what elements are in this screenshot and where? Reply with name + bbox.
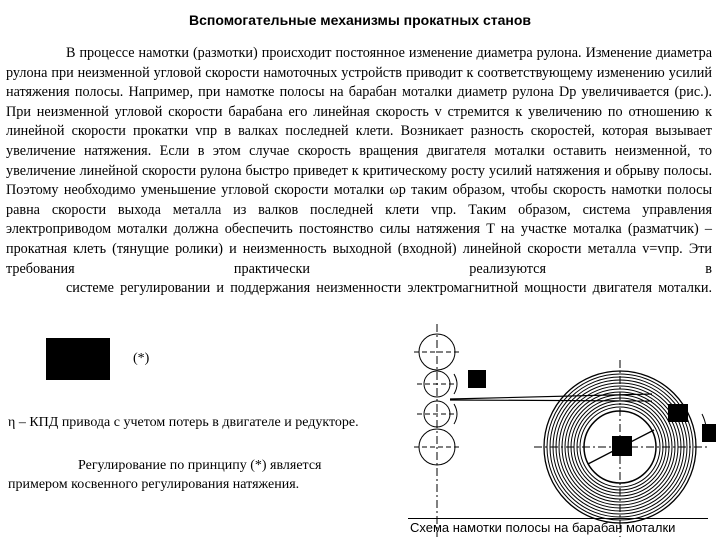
figure-caption: Схема намотки полосы на барабан моталки bbox=[410, 520, 676, 535]
paragraph-line: соответствующему изменению усилий натяжения полосы. Например, при намотке полосы на барабан bbox=[6, 64, 712, 101]
paragraph-line: полосы. Поэтому необходимо уменьшение угловой скорости моталки ωр таким образом, чтобы bbox=[6, 162, 713, 199]
rotation-arrow-icon bbox=[454, 374, 457, 394]
page-title: Вспомогательные механизмы прокатных станов bbox=[188, 12, 532, 28]
rotation-arrow-icon bbox=[454, 404, 457, 424]
formula-reference: (*) bbox=[133, 351, 150, 366]
roll-stand bbox=[414, 324, 460, 537]
paragraph-lines bbox=[6, 44, 712, 299]
speed-label-box bbox=[468, 370, 486, 388]
paragraph-line: системе регулировании и поддержания неизменности электромагнитной мощности двигателя моталки. bbox=[66, 280, 712, 297]
regulation-line-2: примером косвенного регулирования натяжения. bbox=[8, 477, 300, 492]
paragraph-line: линейной скорости рулона быстро приведет к критическому росту усилий натяжения и обрыву bbox=[79, 162, 660, 179]
paragraph-line: образом, система управления электроприводом моталки должна обеспечить постоянство силы bbox=[6, 201, 712, 238]
omega-label-box bbox=[702, 424, 716, 442]
main-paragraph bbox=[6, 44, 712, 299]
regulation-line-1: Регулирование по принципу (*) является bbox=[78, 458, 322, 473]
paragraph-line: линейная скорость v стремится к увеличению по отношению к линейной скорости прокатки vпр в bbox=[6, 103, 713, 140]
paragraph-line: Изменение диаметра рулона при неизменной угловой скорости намоточных устройств приводит к bbox=[6, 45, 712, 81]
paragraph-line: скорость намотки полосы равна скорости выхода металла из валков последней клети vпр. Таким bbox=[6, 182, 713, 218]
winding-scheme-diagram bbox=[402, 322, 720, 540]
eta-definition: η – КПД привода с учетом потерь в двигателе и редукторе. bbox=[8, 415, 359, 430]
paragraph-line: Если в этом случае скорость вращения двигателя моталки оставить неизменной, то увеличение bbox=[6, 142, 713, 179]
caption-underline bbox=[408, 518, 708, 519]
paragraph-line: В процессе намотки (размотки) происходит постоянное изменение диаметра рулона. bbox=[66, 45, 582, 61]
paragraph-line: валках последней клети. Возникает разность скоростей, которая вызывает увеличение натяжения. bbox=[6, 123, 712, 159]
paragraph-line: выходной (входной) линейной скорости металла v=vпр. Эти требования практически реализуются в bbox=[6, 240, 712, 277]
formula-image-placeholder bbox=[46, 338, 110, 380]
paragraph-line: натяжения T на участке моталка (разматчик) – прокатная клеть (тянущие ролики) и неизменность bbox=[6, 221, 712, 257]
paragraph-line: моталки диаметр рулона Dр увеличивается (рис.). При неизменной угловой скорости барабана его bbox=[6, 84, 712, 120]
regulation-note bbox=[8, 456, 388, 494]
